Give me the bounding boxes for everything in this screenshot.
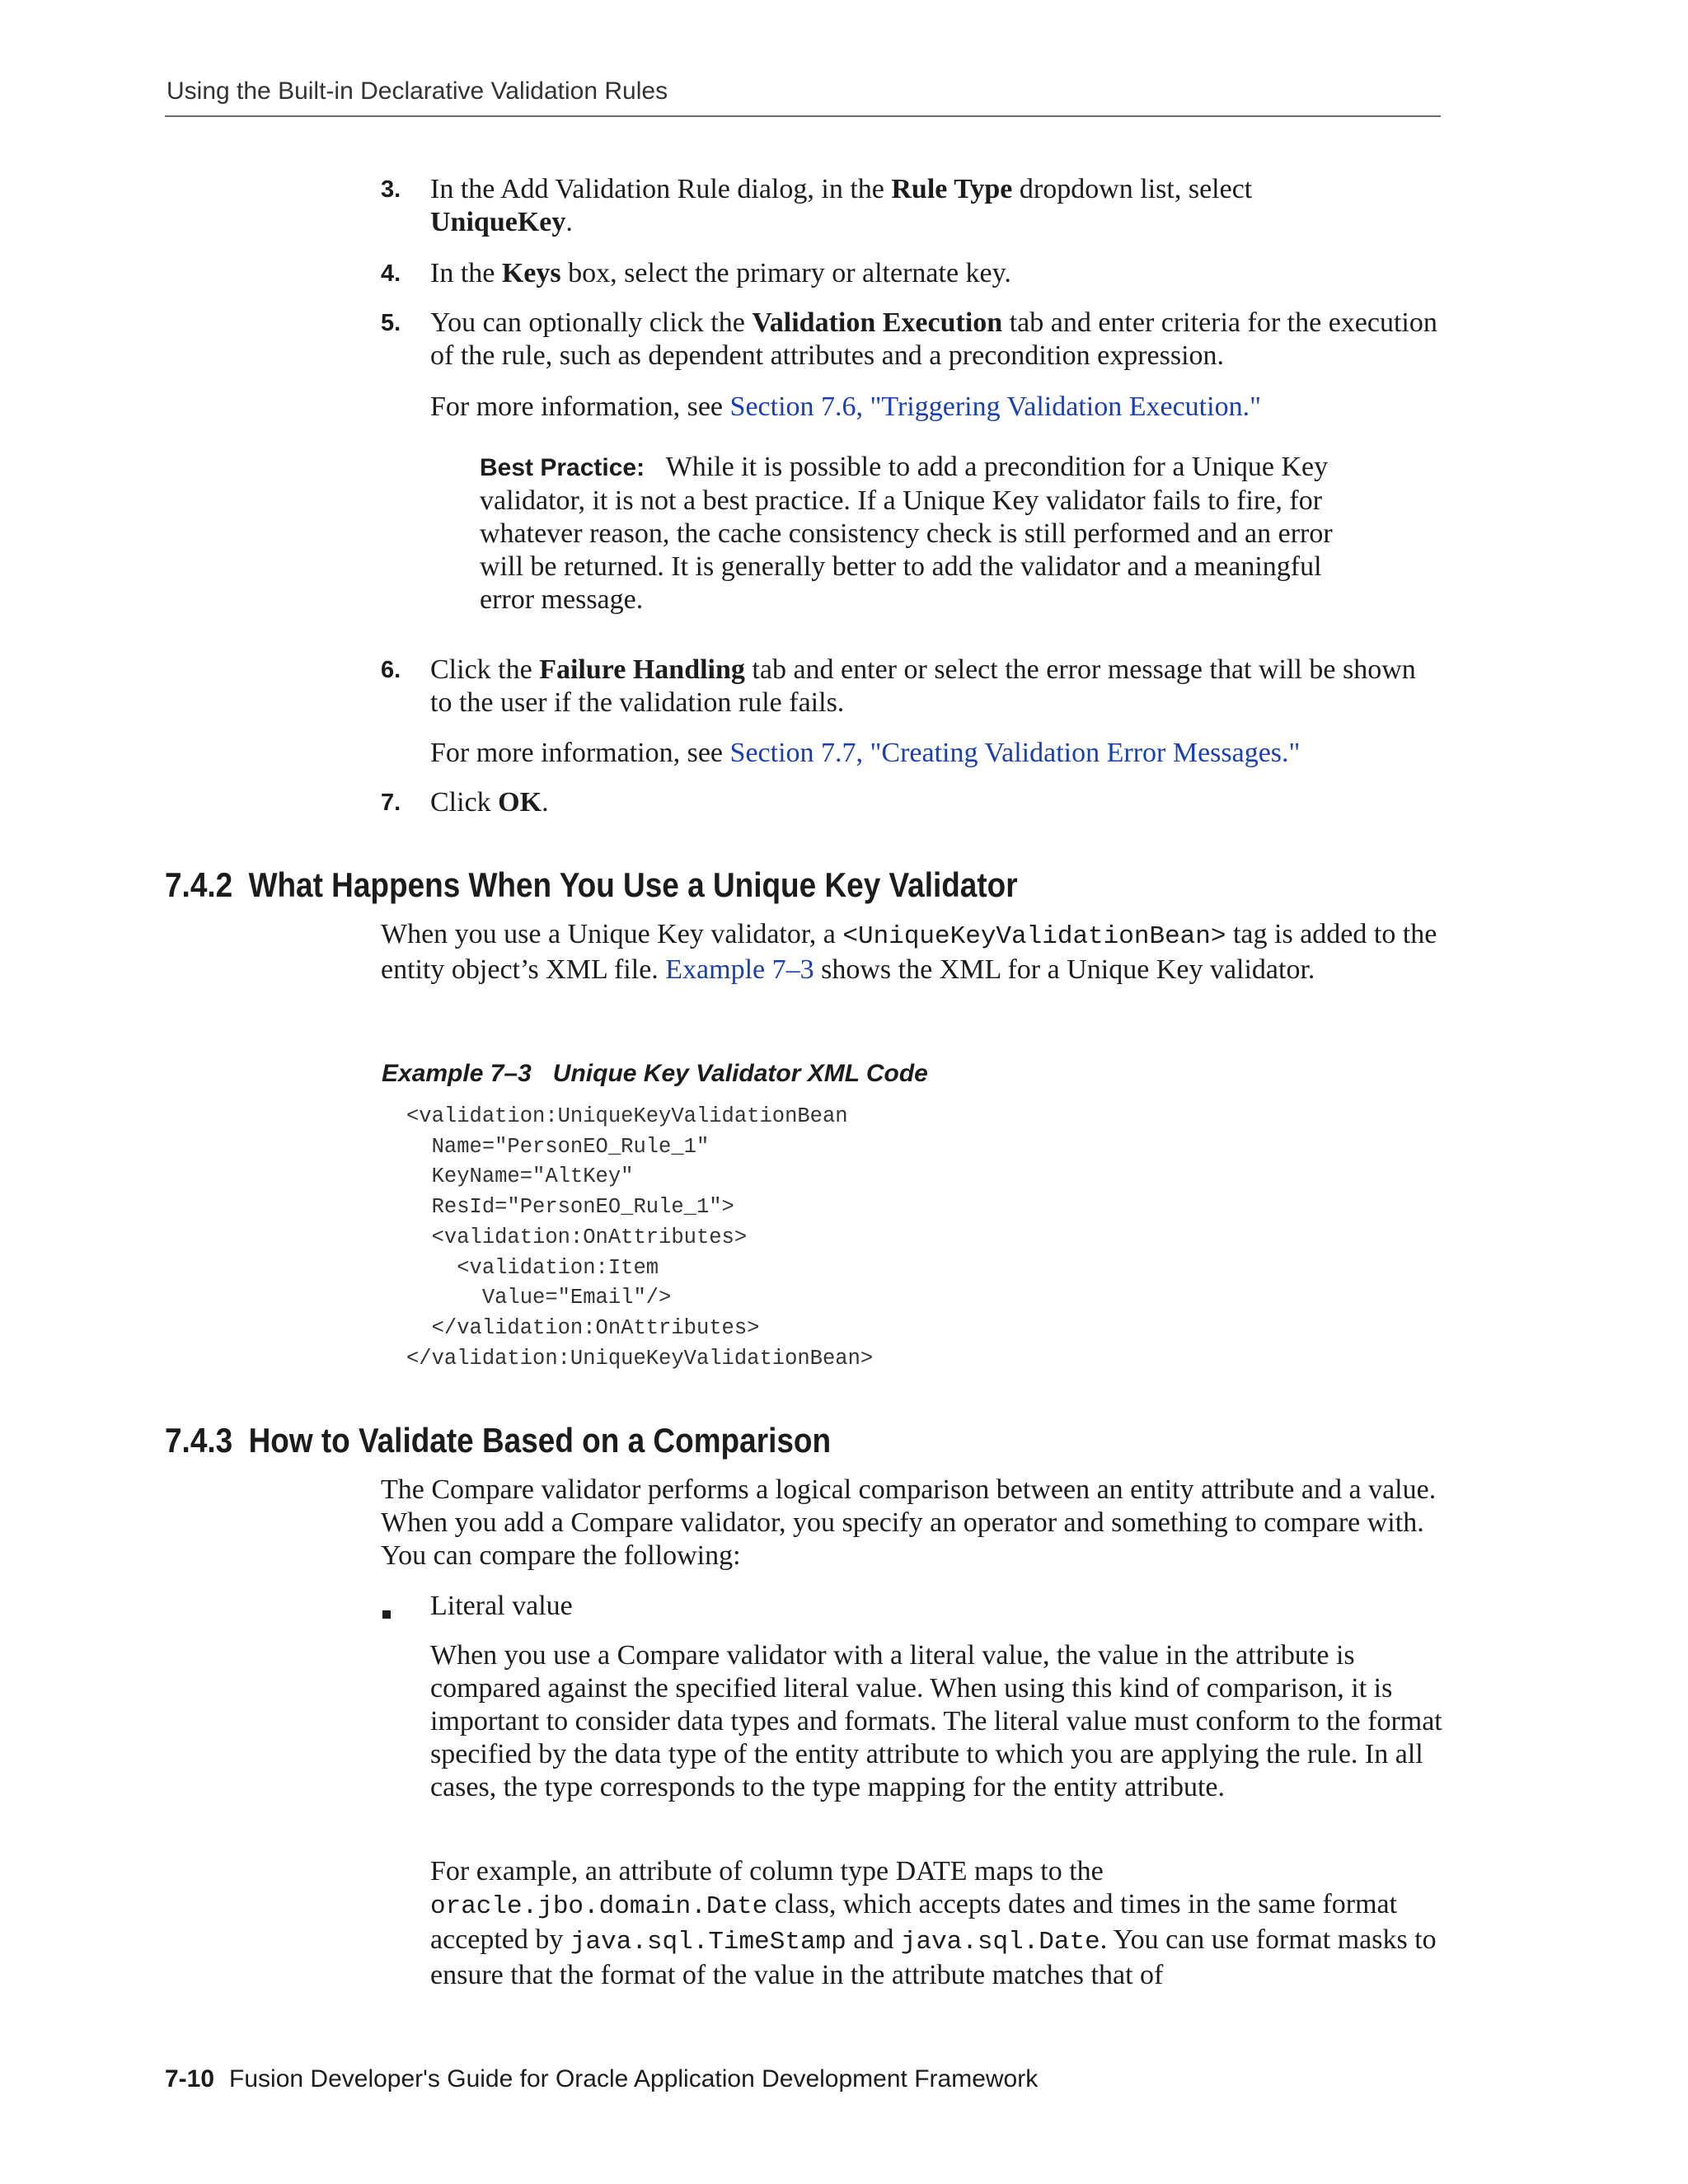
section-7-7-link[interactable]: Section 7.7, "Creating Validation Error Messages." — [729, 738, 1301, 768]
text-run: . — [542, 787, 549, 818]
section-number: 7.4.2 — [165, 865, 233, 904]
ui-label-ok: OK — [498, 787, 542, 818]
bullet-literal-value: Literal value — [430, 1591, 573, 1621]
section-title: What Happens When You Use a Unique Key Validator — [248, 865, 1018, 904]
book-title: Fusion Developer's Guide for Oracle Application Development Framework — [229, 2065, 1039, 2093]
text-run: In the — [430, 258, 502, 288]
literal-value-paragraph: When you use a Compare validator with a literal value, the value in the attribute is compared against the specified literal value. When using this kind of comparison, it is important to consider data types and formats. The literal value must conform to the format specified by the data type of the entity attribute to which you are applying the rule. In all cases, the type corresponds to the type mapping for the entity attribute. — [430, 1640, 1442, 1802]
inline-code: java.sql.TimeStamp — [570, 1928, 846, 1957]
text-run: . You can use format masks to ensure that the format of the value in the attribute matches that of — [430, 1924, 1437, 1990]
text-run: For example, an attribute of column type DATE maps to the — [430, 1856, 1104, 1886]
text-run: box, select the primary or alternate key. — [560, 258, 1011, 288]
step-text — [430, 307, 1444, 373]
bullet-marker — [382, 1610, 391, 1619]
ui-label-failure-handling: Failure Handling — [539, 654, 745, 685]
example-caption — [382, 1060, 928, 1088]
text-run: For more information, see — [430, 738, 730, 768]
inline-code: java.sql.Date — [900, 1928, 1100, 1957]
section-heading-7-4-3 — [165, 1421, 831, 1460]
text-run: Click — [430, 787, 499, 818]
step-number: 6. — [381, 657, 401, 683]
section-number: 7.4.3 — [165, 1421, 233, 1460]
step-text — [430, 173, 1444, 239]
step-number: 7. — [381, 790, 401, 816]
step-number: 4. — [381, 260, 401, 287]
step-text — [430, 654, 1444, 719]
ui-label-keys: Keys — [501, 258, 561, 288]
section-7-4-2-paragraph — [381, 918, 1444, 987]
section-7-6-link[interactable]: Section 7.6, "Triggering Validation Execution." — [729, 391, 1261, 422]
more-info-paragraph — [430, 737, 1444, 770]
text-run: Click the — [430, 654, 540, 685]
section-7-4-3-intro: The Compare validator performs a logical comparison between an entity attribute and a value. When you add a Compare validator, you specify an operator and something to compare with. You can compare the following: — [381, 1474, 1437, 1571]
page-footer — [165, 2065, 1038, 2093]
text-run: tab and enter or select the error message that will be shown to the user if the validation rule fails. — [430, 654, 1416, 718]
more-info-paragraph — [430, 391, 1444, 424]
text-run: For more information, see — [430, 391, 730, 422]
step-number: 3. — [381, 176, 401, 203]
example-7-3-link[interactable]: Example 7–3 — [665, 954, 814, 985]
text-run: In the Add Validation Rule dialog, in the — [430, 174, 892, 204]
section-title: How to Validate Based on a Comparison — [248, 1421, 832, 1460]
xml-code-block: <validation:UniqueKeyValidationBean Name="PersonEO_Rule_1" KeyName="AltKey" ResId="PersonEO_Rule_1"> <validation:OnAttributes> <validation:Item Value="Email"/> </validation:OnAttributes> </validation:UniqueKeyValidationBean> — [406, 1104, 874, 1371]
date-example-paragraph — [430, 1855, 1444, 1992]
step-text — [430, 786, 1444, 819]
text-run: When you use a Unique Key validator, a — [381, 919, 843, 949]
example-title: Unique Key Validator XML Code — [552, 1060, 928, 1087]
best-practice-text: While it is possible to add a precondition for a Unique Key validator, it is not a best practice. If a Unique Key validator fails to fire, for whatever reason, the cache consistency check is still performed and an error will be returned. It is generally better to add the validator and a meaningful error message. — [480, 452, 1333, 615]
text-run: You can optionally click the — [430, 307, 753, 338]
page-number: 7-10 — [165, 2065, 215, 2093]
best-practice-note — [480, 451, 1370, 616]
running-header: Using the Built-in Declarative Validation Rules — [166, 77, 668, 105]
step-number: 5. — [381, 310, 401, 336]
text-run: shows the XML for a Unique Key validator. — [814, 954, 1315, 985]
text-run: tag is added to the entity object’s XML file. — [381, 919, 1437, 985]
inline-code: <UniqueKeyValidationBean> — [842, 922, 1226, 951]
ui-label-uniquekey: UniqueKey — [430, 207, 566, 237]
section-heading-7-4-2 — [165, 865, 1018, 905]
inline-code: oracle.jbo.domain.Date — [430, 1892, 768, 1921]
text-run: . — [565, 207, 573, 237]
text-run: dropdown list, select — [1012, 174, 1253, 204]
ui-label-validation-execution: Validation Execution — [752, 307, 1003, 338]
step-text — [430, 257, 1444, 290]
ui-label-rule-type: Rule Type — [891, 174, 1013, 204]
header-rule — [165, 115, 1441, 117]
example-label: Example 7–3 — [382, 1060, 532, 1087]
text-run: class, which accepts dates and times in the same format accepted by — [430, 1889, 1398, 1955]
best-practice-label: Best Practice: — [480, 454, 645, 481]
text-run: tab and enter criteria for the execution of the rule, such as dependent attributes and a precondition expression. — [430, 307, 1437, 371]
text-run: and — [846, 1924, 901, 1955]
